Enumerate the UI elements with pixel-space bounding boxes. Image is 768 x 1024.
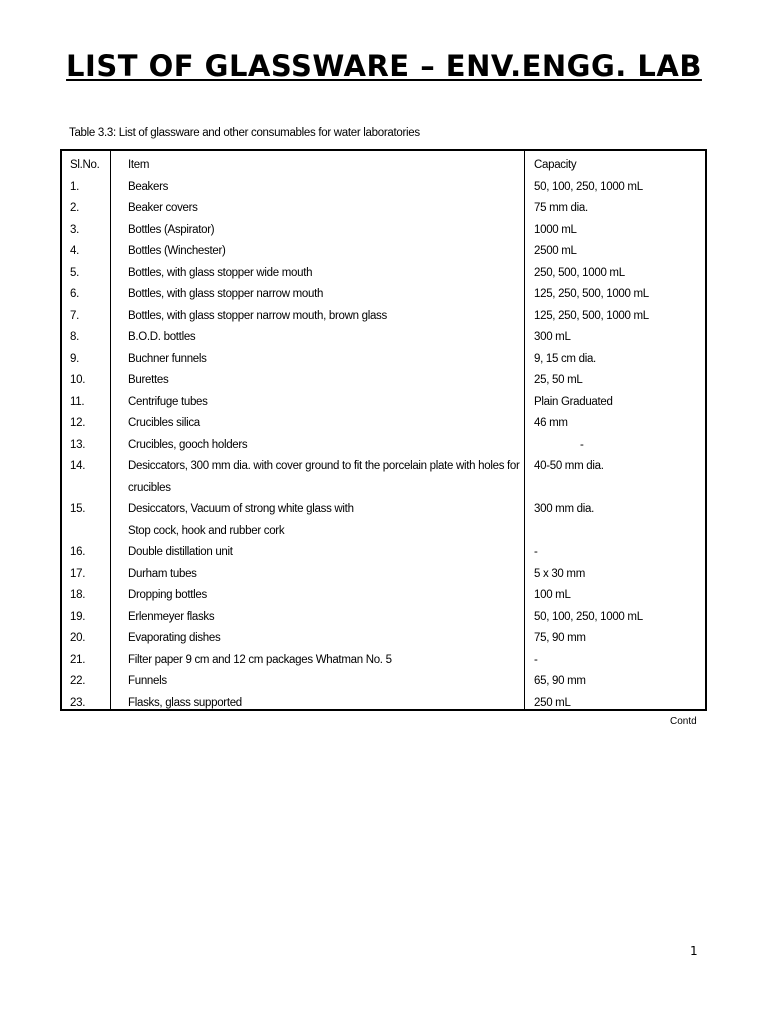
row-capacity: 125, 250, 500, 1000 mL [534,288,649,300]
table-header-row [62,157,705,179]
table-row [62,437,705,459]
table-row [62,372,705,394]
row-capacity: 46 mm [534,417,568,429]
table-row [62,351,705,373]
header-capacity: Capacity [534,159,577,171]
table-row [62,394,705,416]
row-number: 19. [70,610,86,623]
row-item: Dropping bottles [128,589,207,601]
row-number: 15. [70,503,86,515]
table-row [62,415,705,437]
row-capacity: 65, 90 mm [534,675,586,687]
table-row [62,308,705,330]
row-item: Erlenmeyer flasks [128,610,215,623]
row-number: 4. [70,245,79,257]
row-capacity: - [534,546,538,558]
row-item: Crucibles, gooch holders [128,438,248,451]
table-row [62,587,705,609]
row-item-line: crucibles [128,481,171,494]
row-capacity: 25, 50 mL [534,374,583,386]
row-capacity: 50, 100, 250, 1000 mL [534,180,643,193]
row-number: 16. [70,546,86,558]
row-number: 11. [70,395,85,408]
row-item: Crucibles silica [128,417,200,429]
row-item [128,456,520,499]
table-row [62,286,705,308]
row-item: Double distillation unit [128,546,233,558]
page-number: 1 [690,944,698,958]
row-number: 13. [70,438,86,451]
row-number: 17. [70,567,86,580]
table-row [62,179,705,201]
row-number: 14. [70,460,86,472]
row-item: Funnels [128,675,167,687]
row-capacity: 1000 mL [534,223,577,236]
row-item: Evaporating dishes [128,632,221,644]
row-item: Buchner funnels [128,352,207,365]
glassware-table [60,149,707,711]
row-item: Bottles (Winchester) [128,245,226,257]
row-capacity: 300 mL [534,331,571,343]
table-row [62,652,705,674]
row-number: 5. [70,266,79,279]
table-row [62,458,705,501]
header-sl-no: Sl.No. [70,159,100,171]
row-capacity: 9, 15 cm dia. [534,352,596,365]
row-capacity: - [580,438,584,451]
table-row [62,501,705,544]
table-row [62,630,705,652]
row-item: Bottles, with glass stopper wide mouth [128,266,313,279]
row-item: Flasks, glass supported [128,696,242,709]
row-capacity: - [534,653,538,666]
row-number: 7. [70,309,79,322]
row-number: 10. [70,374,86,386]
row-capacity: 250 mL [534,696,571,709]
row-item: Beakers [128,180,169,193]
row-item-line: Stop cock, hook and rubber cork [128,524,285,537]
row-number: 6. [70,288,79,300]
row-item: Beaker covers [128,202,198,214]
row-capacity: 100 mL [534,589,571,601]
row-number: 3. [70,223,79,236]
row-number: 21. [70,653,86,666]
table-row [62,609,705,631]
row-number: 23. [70,696,86,709]
row-item: Bottles, with glass stopper narrow mouth, brown glass [128,309,387,322]
row-capacity: 250, 500, 1000 mL [534,266,625,279]
row-item: Bottles, with glass stopper narrow mouth [128,288,324,300]
row-capacity: 50, 100, 250, 1000 mL [534,610,643,623]
row-capacity: 2500 mL [534,245,577,257]
row-item: Burettes [128,374,169,386]
table-body [62,157,705,716]
table-caption: Table 3.3: List of glassware and other consumables for water laboratories [69,127,420,139]
row-item-line: Desiccators, Vacuum of strong white glass with [128,503,354,515]
continued-label: Contd [670,716,697,725]
row-capacity: 300 mm dia. [534,503,594,515]
row-capacity: 75, 90 mm [534,632,586,644]
table-row [62,265,705,287]
header-item: Item [128,159,150,171]
table-row [62,329,705,351]
row-number: 20. [70,632,86,644]
row-capacity: 75 mm dia. [534,202,588,214]
row-capacity: 5 x 30 mm [534,567,585,580]
row-capacity: Plain Graduated [534,395,613,408]
table-row [62,566,705,588]
row-capacity: 40-50 mm dia. [534,460,604,472]
row-item: Durham tubes [128,567,197,580]
row-number: 2. [70,202,79,214]
row-item: B.O.D. bottles [128,331,196,343]
table-row [62,673,705,695]
table-row [62,200,705,222]
row-number: 18. [70,589,86,601]
page-title: LIST OF GLASSWARE – ENV.ENGG. LAB [66,49,702,83]
row-number: 8. [70,331,79,343]
row-item: Filter paper 9 cm and 12 cm packages Whatman No. 5 [128,653,392,666]
table-row [62,695,705,717]
row-number: 12. [70,417,86,429]
row-item [128,499,354,542]
row-number: 9. [70,352,79,365]
row-number: 1. [70,180,79,193]
row-number: 22. [70,675,86,687]
table-row [62,544,705,566]
table-row [62,222,705,244]
table-row [62,243,705,265]
row-capacity: 125, 250, 500, 1000 mL [534,309,649,322]
row-item: Bottles (Aspirator) [128,223,215,236]
row-item: Centrifuge tubes [128,395,208,408]
row-item-line: Desiccators, 300 mm dia. with cover ground to fit the porcelain plate with holes for [128,460,520,472]
